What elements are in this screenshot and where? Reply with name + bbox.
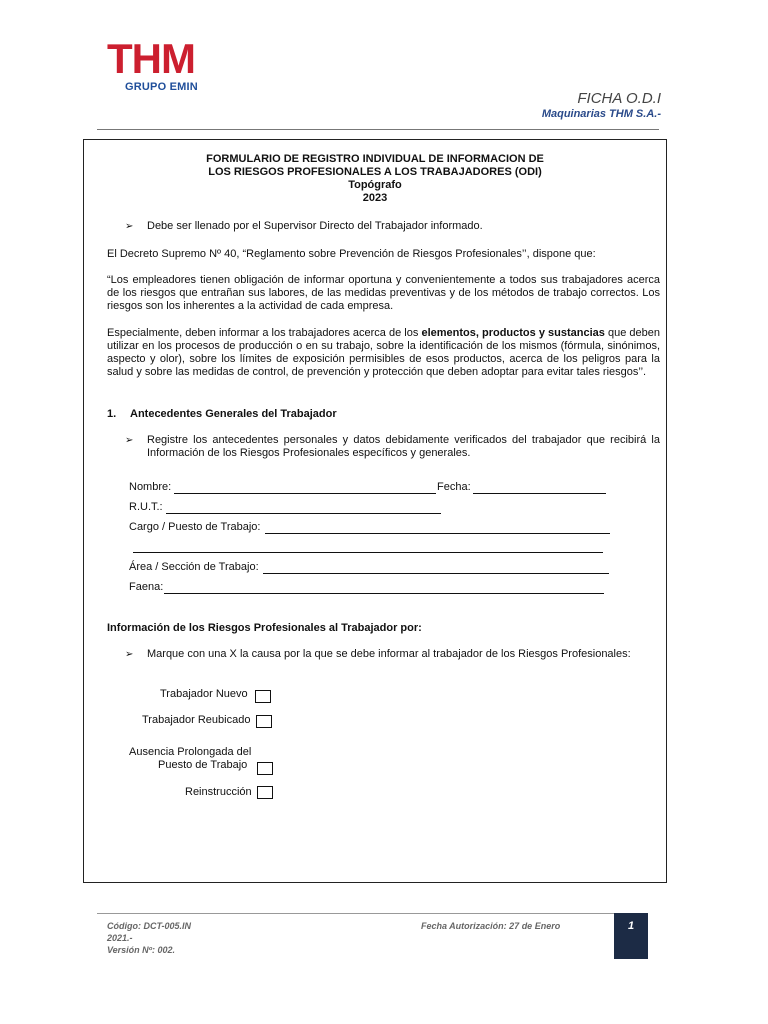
decree-quote-2-bold: elementos, productos y sustancias bbox=[421, 327, 605, 339]
form-title bbox=[83, 153, 667, 205]
instruction-register: Registre los antecedentes personales y datos debidamente verificados del trabajador que recibirá la Información de los Riesgos Profesionales específicos y generales. bbox=[147, 434, 660, 459]
form-title-line-2: LOS RIESGOS PROFESIONALES A LOS TRABAJADORES (ODI) bbox=[208, 166, 542, 178]
fecha-label: Fecha: bbox=[437, 481, 471, 493]
doc-type-title: FICHA O.D.I bbox=[577, 90, 661, 107]
arrow-bullet-icon: ➢ bbox=[125, 221, 134, 232]
option-reinstruccion-label: Reinstrucción bbox=[185, 786, 252, 798]
faena-field[interactable] bbox=[164, 593, 604, 594]
option-nuevo-label: Trabajador Nuevo bbox=[160, 688, 248, 700]
decree-quote-2 bbox=[107, 327, 660, 379]
instruction-mark: Marque con una X la causa por la que se debe informar al trabajador de los Riesgos Profesionales: bbox=[147, 648, 631, 660]
option-reinstruccion-checkbox[interactable] bbox=[257, 786, 273, 799]
company-logo: THM bbox=[107, 35, 195, 82]
decree-intro: El Decreto Supremo Nº 40, “Reglamento sobre Prevención de Riesgos Profesionales’’, dispone que: bbox=[107, 248, 596, 260]
footer-year: 2021.- bbox=[107, 933, 133, 943]
footer-code: Código: DCT-005.IN bbox=[107, 921, 192, 931]
arrow-bullet-icon: ➢ bbox=[125, 649, 134, 660]
form-title-year: 2023 bbox=[362, 192, 388, 204]
company-logo-subtext: GRUPO EMIN bbox=[125, 81, 198, 93]
footer-authorization-date: Fecha Autorización: 27 de Enero bbox=[421, 921, 561, 931]
decree-quote-2-post: que deben utilizar en los procesos de producción o en su trabajo, sobre la identificación de los mismos (fórmula, sinónimos, aspecto y olor), sobre los límites de exposición permisibles de esos productos, acerca de los peligros para la salud y sobre las medidas de control, de prevención y protección que deben adoptar para evitar tales riesgos’’. bbox=[107, 327, 660, 378]
option-ausencia-label-1: Ausencia Prolongada del bbox=[129, 746, 252, 758]
option-reubicado-label: Trabajador Reubicado bbox=[142, 714, 251, 726]
option-ausencia-checkbox[interactable] bbox=[257, 762, 273, 775]
nombre-label: Nombre: bbox=[129, 481, 172, 493]
area-label: Área / Sección de Trabajo: bbox=[129, 561, 259, 573]
decree-quote-1: “Los empleadores tienen obligación de informar oportuna y convenientemente a todos sus trabajadores acerca de los riesgos que entrañan sus labores, de las medidas preventivas y de los métodos de trabajo correctos. Los riesgos son los inherentes a la actividad de cada empresa. bbox=[107, 274, 660, 312]
footer-version: Versión Nº: 002. bbox=[107, 945, 175, 955]
fecha-field[interactable] bbox=[473, 493, 606, 494]
rut-field[interactable] bbox=[166, 513, 441, 514]
option-ausencia-label-2: Puesto de Trabajo bbox=[158, 759, 248, 771]
section-1-number: 1. bbox=[107, 408, 117, 420]
faena-label: Faena: bbox=[129, 581, 164, 593]
form-title-line-1: FORMULARIO DE REGISTRO INDIVIDUAL DE INFORMACION DE bbox=[206, 153, 544, 165]
rut-label: R.U.T.: bbox=[129, 501, 163, 513]
area-field[interactable] bbox=[263, 573, 609, 574]
company-name: Maquinarias THM S.A.- bbox=[541, 108, 661, 120]
instruction-supervisor: Debe ser llenado por el Supervisor Directo del Trabajador informado. bbox=[147, 220, 483, 232]
arrow-bullet-icon: ➢ bbox=[125, 435, 134, 446]
form-title-role: Topógrafo bbox=[348, 179, 402, 191]
section-2-title: Información de los Riesgos Profesionales al Trabajador por: bbox=[107, 622, 422, 634]
decree-quote-2-pre: Especialmente, deben informar a los trabajadores acerca de los bbox=[107, 327, 422, 339]
header-divider bbox=[97, 129, 659, 130]
section-1-title: Antecedentes Generales del Trabajador bbox=[130, 408, 337, 420]
footer-divider bbox=[97, 913, 617, 914]
cargo-label: Cargo / Puesto de Trabajo: bbox=[129, 521, 261, 533]
page-number: 1 bbox=[614, 913, 648, 959]
option-nuevo-checkbox[interactable] bbox=[255, 690, 271, 703]
cargo-field[interactable] bbox=[265, 533, 610, 534]
nombre-field[interactable] bbox=[174, 493, 436, 494]
cargo-field-line-2[interactable] bbox=[133, 552, 603, 553]
option-reubicado-checkbox[interactable] bbox=[256, 715, 272, 728]
